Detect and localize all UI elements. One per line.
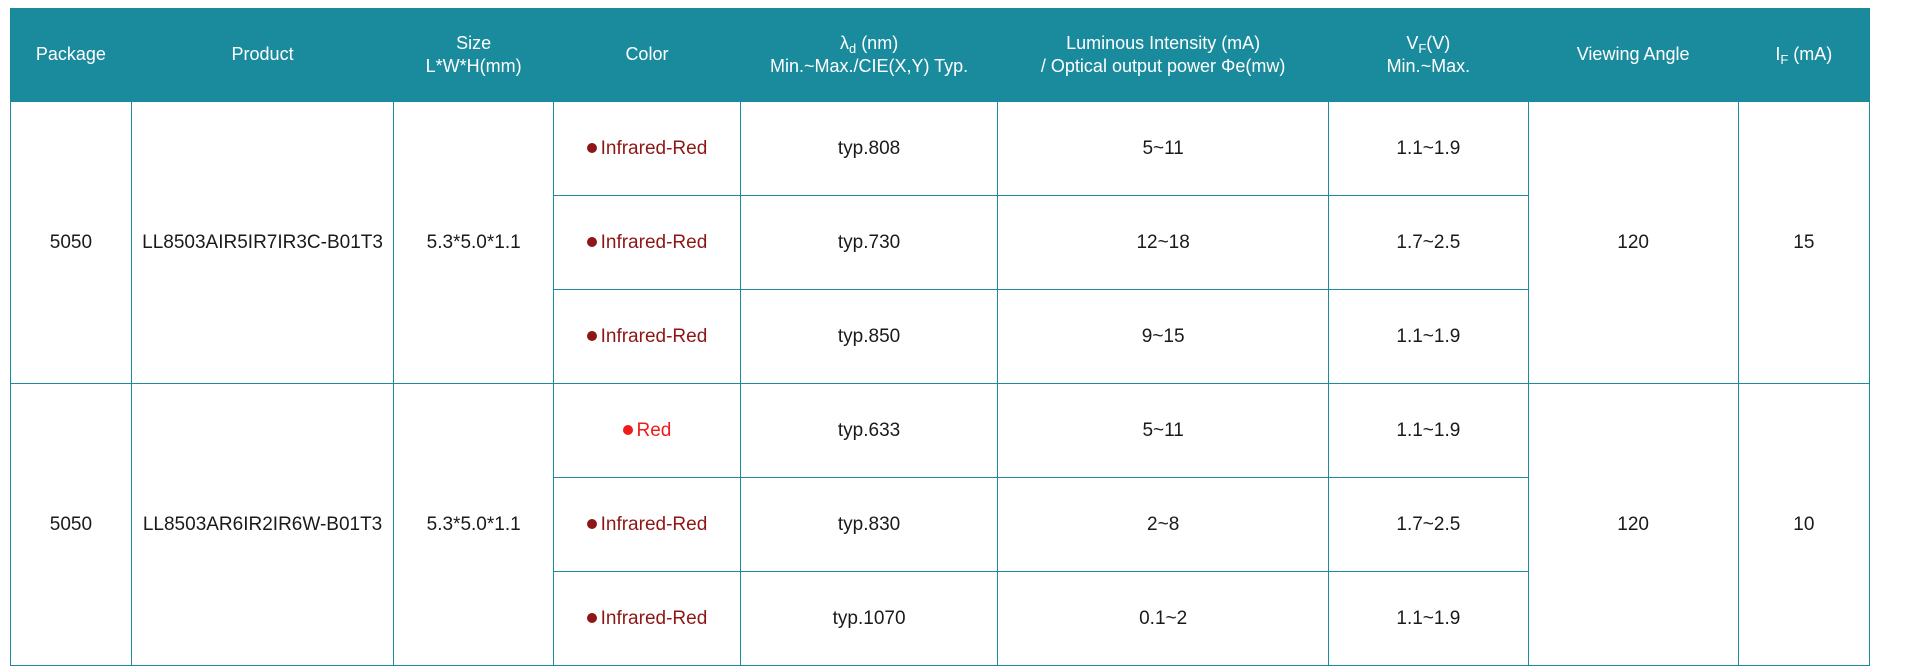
cell-forward-voltage: 1.7~2.5 xyxy=(1329,196,1529,290)
cell-forward-voltage: 1.1~1.9 xyxy=(1329,290,1529,384)
header-line: Color xyxy=(625,44,669,65)
table-body xyxy=(11,102,1870,666)
header-line: Size xyxy=(456,32,492,53)
color-swatch-icon xyxy=(587,237,597,247)
cell-forward-current: 10 xyxy=(1738,384,1869,666)
column-header-package xyxy=(11,9,132,102)
color-label: Infrared-Red xyxy=(600,231,708,253)
cell-package: 5050 xyxy=(11,102,132,384)
cell-viewing-angle: 120 xyxy=(1528,384,1738,666)
column-header-color xyxy=(553,9,740,102)
cell-luminous-intensity: 0.1~2 xyxy=(998,572,1329,666)
header-line: Min.~Max. xyxy=(1386,56,1471,76)
cell-color xyxy=(553,572,740,666)
cell-product: LL8503AR6IR2IR6W-B01T3 xyxy=(131,384,394,666)
cell-dominant-wavelength: typ.1070 xyxy=(740,572,997,666)
column-header-dominant-wavelength xyxy=(740,9,997,102)
header-line: Package xyxy=(35,44,106,65)
cell-luminous-intensity: 9~15 xyxy=(998,290,1329,384)
cell-color xyxy=(553,384,740,478)
column-header-forward-current xyxy=(1738,9,1869,102)
color-label: Infrared-Red xyxy=(600,607,708,629)
color-swatch-icon xyxy=(587,519,597,529)
header-line: $V_F(V)$ xyxy=(1406,32,1451,56)
cell-forward-voltage: 1.7~2.5 xyxy=(1329,478,1529,572)
cell-forward-voltage: 1.1~1.9 xyxy=(1329,572,1529,666)
header-line: Min.~Max./CIE(X,Y) Typ. xyxy=(769,56,969,76)
color-label: Red xyxy=(636,419,672,441)
cell-forward-current: 15 xyxy=(1738,102,1869,384)
column-header-viewing-angle xyxy=(1528,9,1738,102)
header-line: Product xyxy=(231,44,294,65)
header-line: $\lambda_d$ (nm) xyxy=(839,32,899,56)
color-label: Infrared-Red xyxy=(600,137,708,159)
cell-dominant-wavelength: typ.730 xyxy=(740,196,997,290)
header-row xyxy=(11,9,1870,102)
cell-color xyxy=(553,102,740,196)
color-label: Infrared-Red xyxy=(600,513,708,535)
color-label: Infrared-Red xyxy=(600,325,708,347)
cell-forward-voltage: 1.1~1.9 xyxy=(1329,384,1529,478)
led-specification-table xyxy=(10,8,1870,666)
cell-luminous-intensity: 2~8 xyxy=(998,478,1329,572)
cell-luminous-intensity: 5~11 xyxy=(998,384,1329,478)
cell-size: 5.3*5.0*1.1 xyxy=(394,384,554,666)
cell-package: 5050 xyxy=(11,384,132,666)
column-header-forward-voltage xyxy=(1329,9,1529,102)
cell-product: LL8503AIR5IR7IR3C-B01T3 xyxy=(131,102,394,384)
header-line: / Optical output power Φe(mw) xyxy=(1040,56,1286,76)
cell-forward-voltage: 1.1~1.9 xyxy=(1329,102,1529,196)
table-header xyxy=(11,9,1870,102)
color-swatch-icon xyxy=(623,425,633,435)
cell-color xyxy=(553,478,740,572)
cell-size: 5.3*5.0*1.1 xyxy=(394,102,554,384)
cell-color xyxy=(553,196,740,290)
cell-dominant-wavelength: typ.830 xyxy=(740,478,997,572)
header-line: Luminous Intensity (mA) xyxy=(1066,32,1261,53)
column-header-size xyxy=(394,9,554,102)
column-header-luminous-intensity xyxy=(998,9,1329,102)
column-header-product xyxy=(131,9,394,102)
cell-dominant-wavelength: typ.850 xyxy=(740,290,997,384)
cell-viewing-angle: 120 xyxy=(1528,102,1738,384)
table-row xyxy=(11,384,1870,478)
color-swatch-icon xyxy=(587,331,597,341)
header-line: Viewing Angle xyxy=(1576,44,1690,65)
cell-dominant-wavelength: typ.808 xyxy=(740,102,997,196)
table-row xyxy=(11,102,1870,196)
color-swatch-icon xyxy=(587,613,597,623)
cell-luminous-intensity: 12~18 xyxy=(998,196,1329,290)
color-swatch-icon xyxy=(587,143,597,153)
cell-luminous-intensity: 5~11 xyxy=(998,102,1329,196)
header-line: L*W*H(mm) xyxy=(425,56,522,76)
cell-dominant-wavelength: typ.633 xyxy=(740,384,997,478)
header-line: $I_F$ (mA) xyxy=(1775,44,1833,68)
cell-color xyxy=(553,290,740,384)
